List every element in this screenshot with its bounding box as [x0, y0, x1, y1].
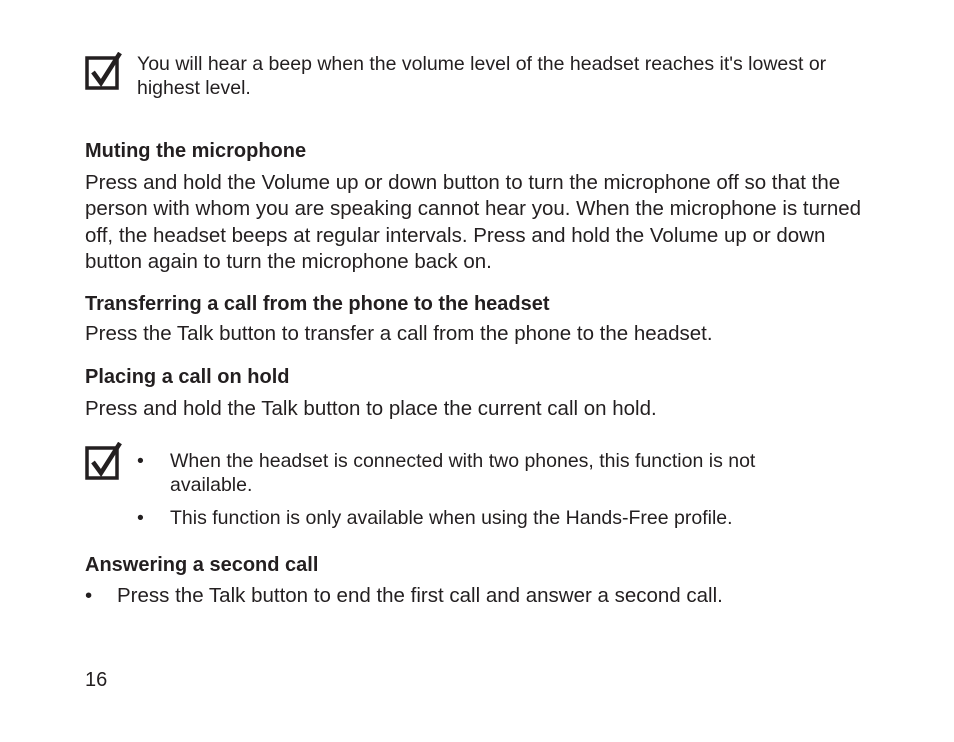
checkbox-check-icon — [85, 52, 123, 90]
second-call-bullet-list — [85, 583, 875, 609]
list-item-text: Press the Talk button to end the first call and answer a second call. — [117, 584, 723, 607]
note-text: You will hear a beep when the volume level of the headset reaches it's lowest or highest level. — [137, 53, 827, 99]
list-item-text: When the headset is connected with two phones, this function is not available. — [170, 450, 756, 496]
page-number: 16 — [85, 669, 108, 691]
section-heading-muting: Muting the microphone — [85, 140, 307, 162]
section-body-transfer: Press the Talk button to transfer a call from the phone to the headset. — [85, 322, 713, 345]
list-item — [85, 583, 875, 609]
bullet-icon: • — [137, 507, 144, 529]
bullet-icon: • — [137, 450, 144, 472]
section-body-hold: Press and hold the Talk button to place the current call on hold. — [85, 397, 657, 420]
list-item — [137, 449, 837, 497]
section-heading-transfer: Transferring a call from the phone to the headset — [85, 293, 550, 315]
section-body-muting: Press and hold the Volume up or down button to turn the microphone off so that the person with whom you are speaking cannot hear you. When the microphone is turned off, the headset beeps at regular intervals. Press and hold the Volume up or down button again to turn the microphone back on. — [85, 171, 862, 273]
checkbox-check-icon — [85, 442, 123, 480]
list-item — [137, 506, 837, 530]
bullet-icon: • — [85, 584, 93, 607]
list-item-text: This function is only available when using the Hands-Free profile. — [170, 507, 733, 529]
section-heading-second-call: Answering a second call — [85, 554, 319, 576]
section-heading-hold: Placing a call on hold — [85, 366, 290, 388]
note-bullet-list — [137, 449, 837, 530]
